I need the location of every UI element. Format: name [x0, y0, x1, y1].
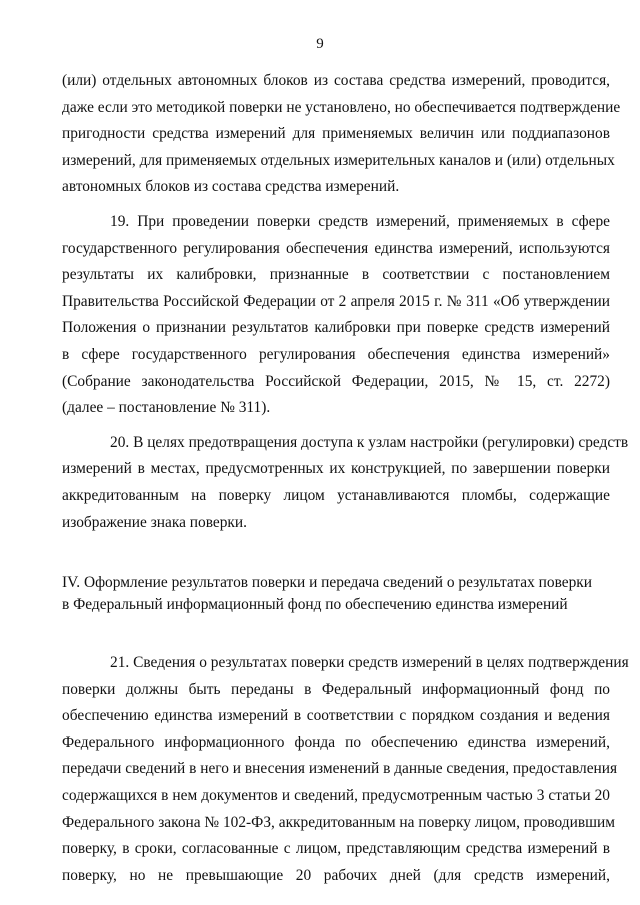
- text-line: измерений в местах, предусмотренных их конструкцией, по завершении поверки: [62, 460, 610, 478]
- text-line: 21. Сведения о результатах поверки средств измерений в целях подтверждения: [110, 654, 629, 672]
- text-line: аккредитованным на поверку лицом устанавливаются пломбы, содержащие: [62, 486, 610, 504]
- text-line: в сфере государственного регулирования обеспечения единства измерений»: [62, 345, 610, 363]
- text-line: поверки должны быть переданы в Федеральный информационный фонд по: [62, 680, 610, 698]
- text-line: 19. При проведении поверки средств измерений, применяемых в сфере: [110, 212, 610, 230]
- paragraph-21: [62, 650, 629, 889]
- text-line: обеспечению единства измерений в соответствии с порядком создания и ведения: [62, 707, 610, 725]
- text-line: даже если это методикой поверки не установлено, но обеспечивается подтверждение: [62, 98, 621, 116]
- paragraph-19: [62, 209, 610, 422]
- document-body: [62, 68, 629, 889]
- text-line: поверку, но не превышающие 20 рабочих дней (для средств измерений,: [62, 866, 610, 884]
- text-line: содержащихся в нем документов и сведений, предусмотренным частью 3 статьи 20: [62, 787, 610, 805]
- text-line: автономных блоков из состава средства измерений.: [62, 178, 400, 196]
- text-line: поверку, в сроки, согласованные с лицом, представляющим средства измерений в: [62, 840, 610, 858]
- text-line: 20. В целях предотвращения доступа к узлам настройки (регулировки) средств: [110, 433, 629, 451]
- paragraph-continuation: [62, 68, 621, 201]
- text-line: государственного регулирования обеспечения единства измерений, используются: [62, 239, 610, 257]
- text-line: Федерального закона № 102-ФЗ, аккредитованным на поверку лицом, проводившим: [62, 813, 615, 831]
- page-number: 9: [316, 36, 324, 52]
- text-line: (Собрание законодательства Российской Федерации, 2015, № 15, ст. 2272): [62, 372, 610, 390]
- heading-line: IV. Оформление результатов поверки и передача сведений о результатах поверки: [62, 574, 592, 592]
- paragraph-20: [62, 430, 629, 536]
- text-line: Федерального информационного фонда по обеспечению единства измерений,: [62, 733, 610, 751]
- text-line: (или) отдельных автономных блоков из состава средства измерений, проводится,: [62, 72, 610, 89]
- text-line: пригодности средства измерений для применяемых величин или поддиапазонов: [62, 125, 610, 143]
- text-line: (далее – постановление № 311).: [62, 399, 271, 417]
- text-line: измерений, для применяемых отдельных измерительных каналов и (или) отдельных: [62, 151, 615, 169]
- heading-line: в Федеральный информационный фонд по обеспечению единства измерений: [62, 596, 568, 614]
- text-line: передачи сведений в него и внесения изменений в данные сведения, предоставления: [62, 760, 618, 778]
- text-line: изображение знака поверки.: [62, 513, 247, 531]
- text-line: Положения о признании результатов калибровки при поверке средств измерений: [62, 319, 610, 337]
- text-line: результаты их калибровки, признанные в соответствии с постановлением: [62, 266, 610, 284]
- section-heading: [62, 572, 610, 616]
- text-line: Правительства Российской Федерации от 2 апреля 2015 г. № 311 «Об утверждении: [62, 292, 610, 310]
